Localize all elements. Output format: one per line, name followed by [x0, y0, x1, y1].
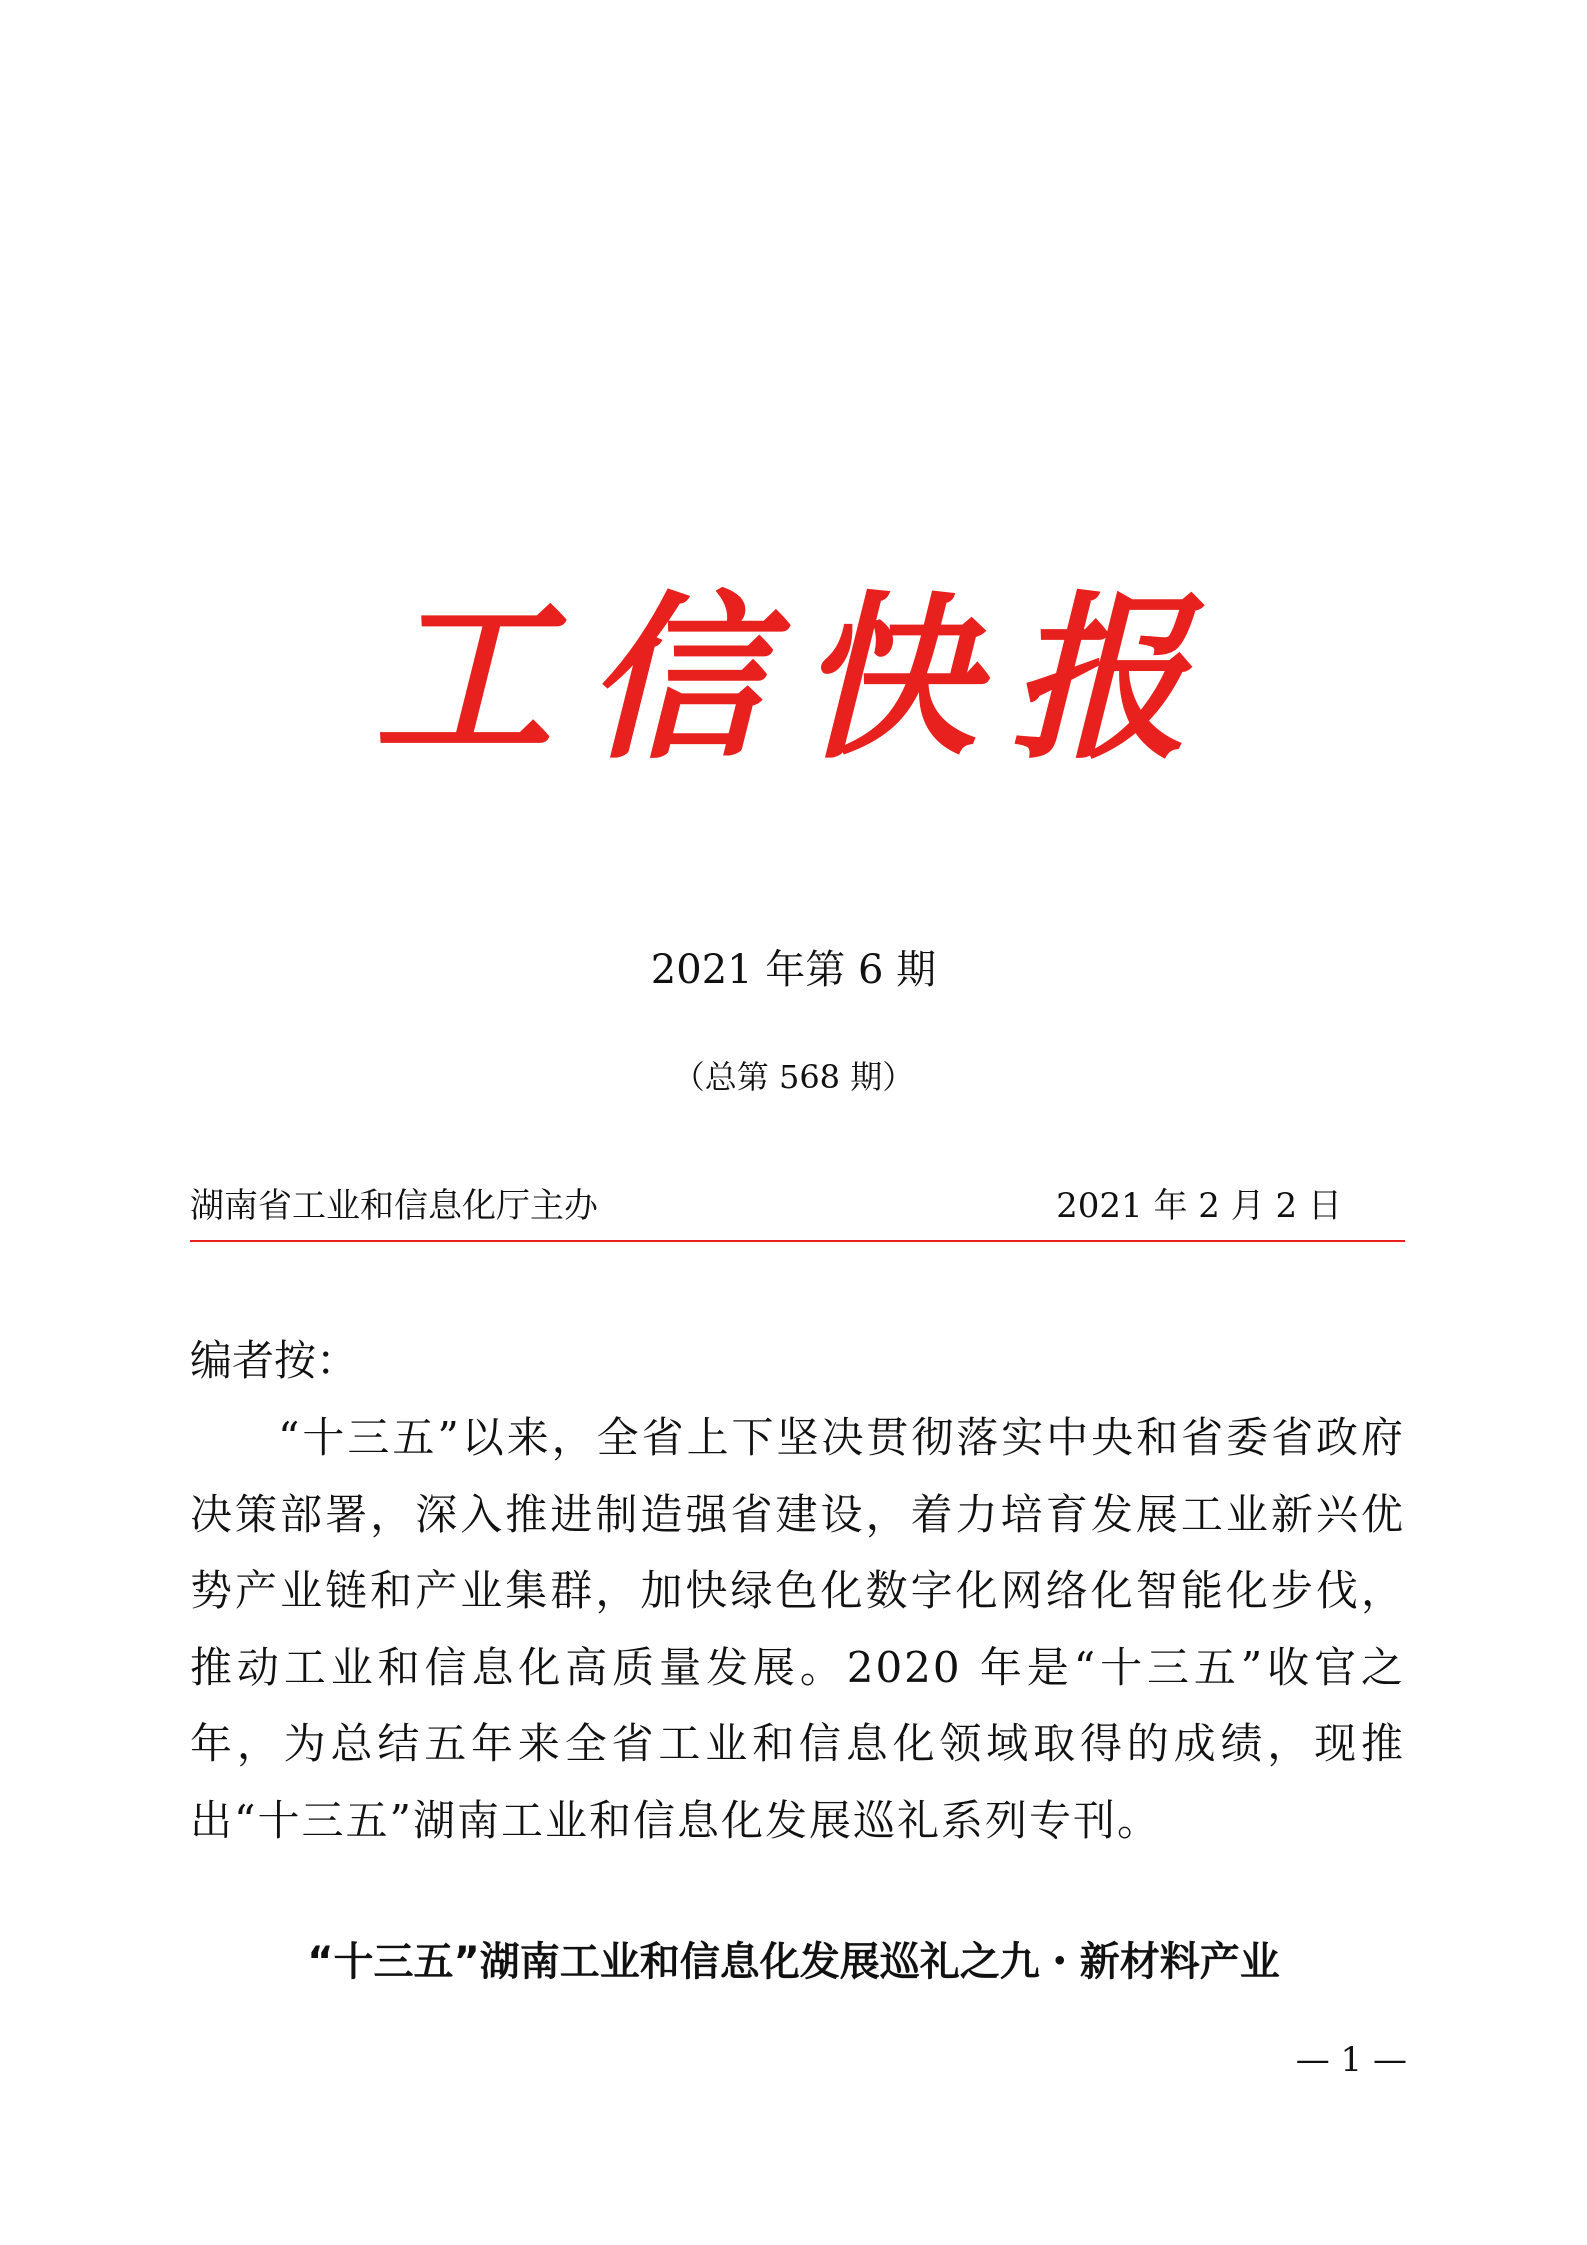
editor-note-body: “十三五”以来，全省上下坚决贯彻落实中央和省委省政府决策部署，深入推进制造强省建设，着力培育发展工业新兴优势产业链和产业集群，加快绿色化数字化网络化智能化步伐，推动工业和信息化高质量发展。2020 年是“十三五”收官之年，为总结五年来全省工业和信息化领域取得的成绩，现推出“十三五”湖南工业和信息化发展巡礼系列专刊。 [190, 1413, 1405, 1845]
masthead-title: 工信快报 [363, 574, 1264, 783]
sponsor-organization: 湖南省工业和信息化厅主办 [190, 1186, 598, 1226]
section-title: “十三五”湖南工业和信息化发展巡礼之九・新材料产业 [307, 1939, 1280, 1985]
editor-note-label: 编者按： [190, 1336, 359, 1385]
publish-date: 2021 年 2 月 2 日 [1056, 1186, 1342, 1226]
red-divider [190, 1240, 1405, 1242]
issue-number: 2021 年第 6 期 [650, 947, 937, 993]
issue-total-number: （总第 568 期） [672, 1058, 915, 1096]
page-number: — 1 — [1295, 2040, 1407, 2080]
